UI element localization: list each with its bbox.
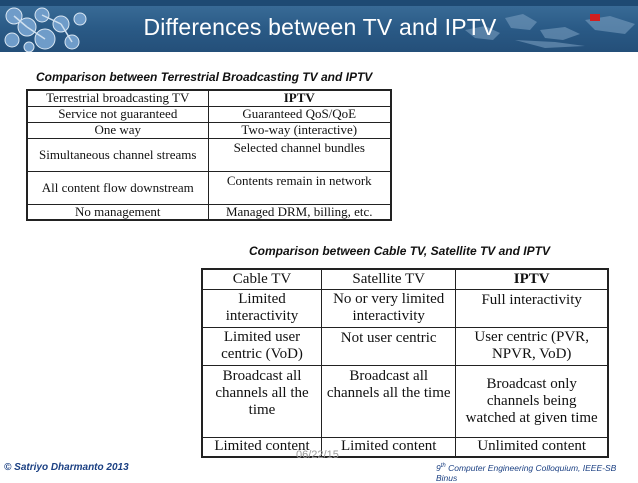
table-header-row: [202, 269, 608, 289]
table-cell: Not user centric: [322, 327, 456, 365]
table-cell: Unlimited content: [456, 437, 608, 457]
logo-circles-icon: [4, 6, 94, 52]
table-row: [202, 289, 608, 327]
table-row: [202, 365, 608, 437]
page-title: Differences between TV and IPTV: [143, 14, 497, 40]
table-cell: All content flow downstream: [27, 171, 208, 204]
table-row: [27, 204, 391, 220]
table-cell: Guaranteed QoS/QoE: [208, 106, 391, 122]
footer-event-text: Computer Engineering Colloquium, IEEE-SB Binus: [436, 463, 617, 483]
table-cell: Limited interactivity: [202, 289, 322, 327]
table-cell: No or very limited interactivity: [322, 289, 456, 327]
table-header-row: [27, 90, 391, 106]
section1-subtitle: Comparison between Terrestrial Broadcasting TV and IPTV: [36, 70, 373, 84]
table-cell: Selected channel bundles: [208, 138, 391, 171]
table-cell: Full interactivity: [456, 289, 608, 327]
table-cell: Contents remain in network: [208, 171, 391, 204]
table-cell: Limited content: [322, 437, 456, 457]
cable-satellite-iptv-table: [201, 268, 609, 458]
table-cell: One way: [27, 122, 208, 138]
table-row: [27, 138, 391, 171]
table-cell: Limited user centric (VoD): [202, 327, 322, 365]
table-row: [27, 122, 391, 138]
table-cell: Broadcast all channels all the time: [322, 365, 456, 437]
flag-icon: [590, 14, 600, 21]
table-cell: Broadcast only channels being watched at given time: [456, 365, 608, 437]
table-row: [202, 437, 608, 457]
table-header-cell: Satellite TV: [322, 269, 456, 289]
slide-date: 06/22/15: [296, 449, 339, 461]
table-cell: Managed DRM, billing, etc.: [208, 204, 391, 220]
section2-subtitle: Comparison between Cable TV, Satellite TV and IPTV: [249, 244, 550, 258]
table-header-cell: Terrestrial broadcasting TV: [27, 90, 208, 106]
table-cell: Limited content: [202, 437, 322, 457]
table-cell: Two-way (interactive): [208, 122, 391, 138]
slide-header: [0, 0, 638, 52]
table-header-cell: IPTV: [208, 90, 391, 106]
table-cell: User centric (PVR, NPVR, VoD): [456, 327, 608, 365]
footer-copyright: © Satriyo Dharmanto 2013: [4, 462, 129, 473]
table-cell: Broadcast all channels all the time: [202, 365, 322, 437]
footer-event: [436, 463, 638, 483]
table-cell: No management: [27, 204, 208, 220]
table-row: [27, 106, 391, 122]
table-row: [202, 327, 608, 365]
footer-event-ordinal: th: [440, 463, 446, 470]
terrestrial-vs-iptv-table: [26, 89, 392, 221]
footer-event-number: 9: [436, 463, 441, 473]
table-cell: Service not guaranteed: [27, 106, 208, 122]
table-header-cell: Cable TV: [202, 269, 322, 289]
table-row: [27, 171, 391, 204]
table-header-cell: IPTV: [456, 269, 608, 289]
table-cell: Simultaneous channel streams: [27, 138, 208, 171]
